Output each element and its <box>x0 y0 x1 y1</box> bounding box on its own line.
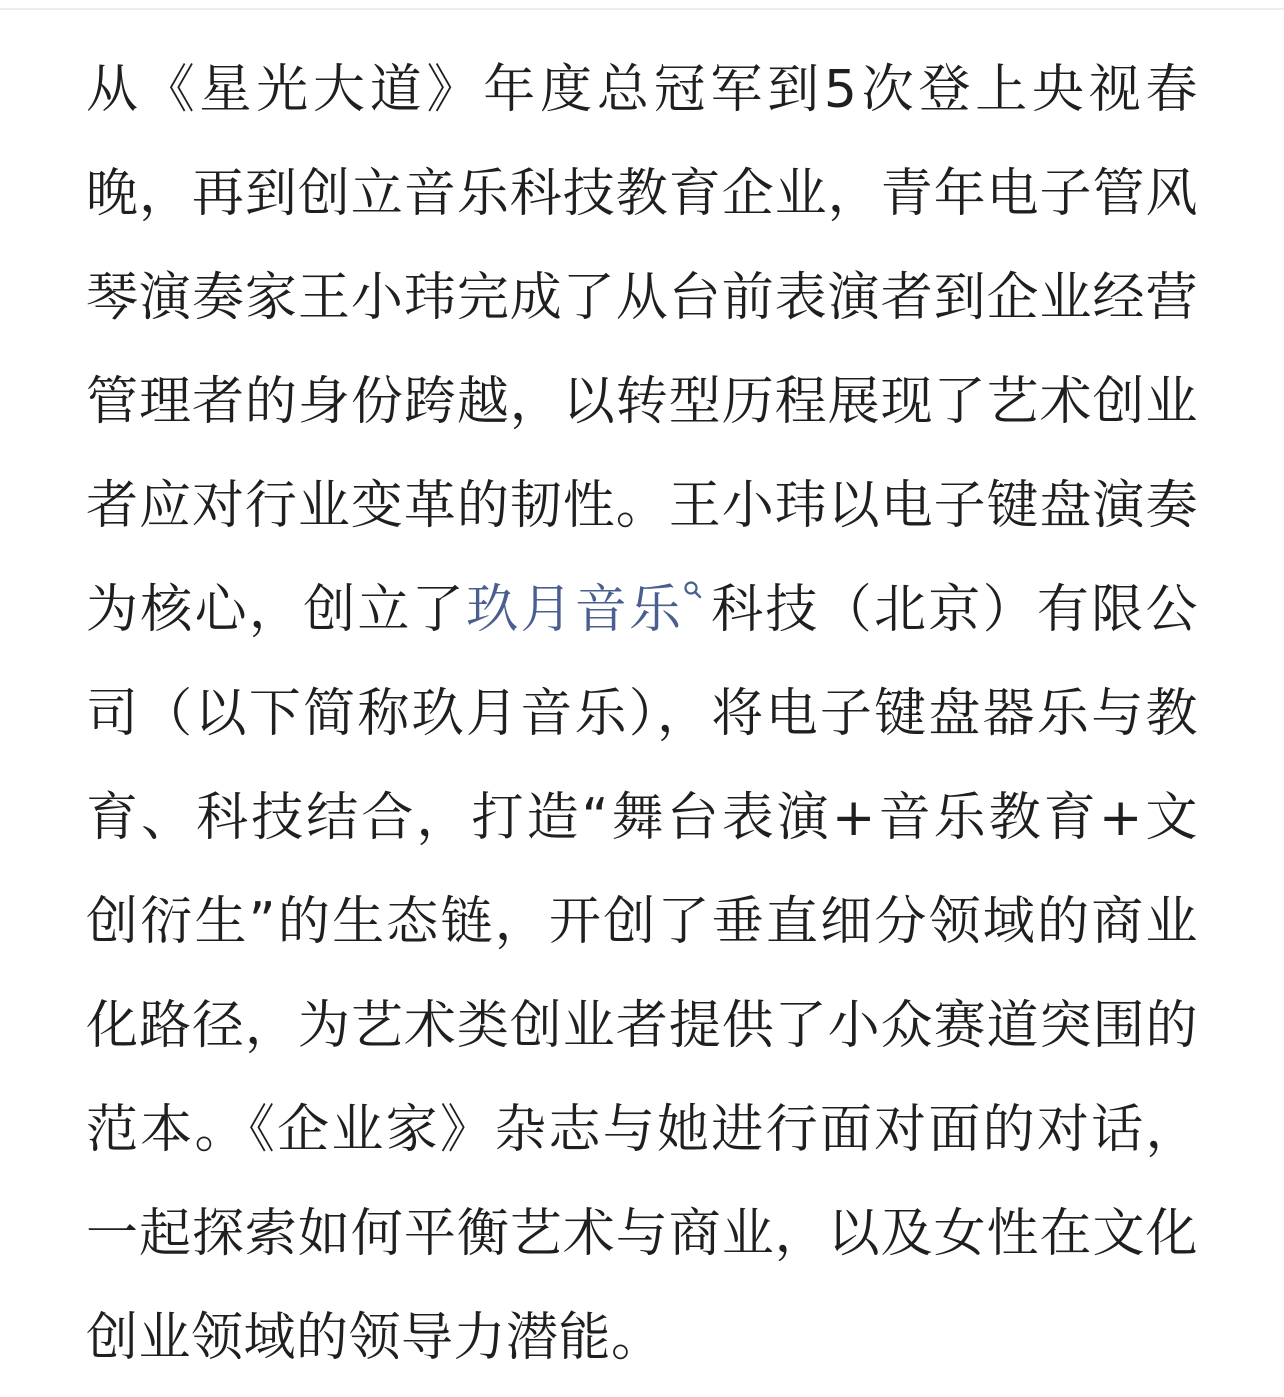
entity-link-text: 玖月音乐 <box>466 580 684 640</box>
top-divider <box>0 8 1284 10</box>
article-text-before-link: 从《星光大道》年度总冠军到5次登上央视春晚，再到创立音乐科技教育企业，青年电子管风琴演奏家王小玮完成了从台前表演者到企业经营管理者的身份跨越，以转型历程展现了艺术创业者应对行业变革的韧性。王小玮以电子键盘演奏为核心，创立了 <box>86 60 1198 640</box>
entity-search-link[interactable] <box>466 580 709 640</box>
article-text-after-link: 科技（北京）有限公司（以下简称玖月音乐），将电子键盘器乐与教育、科技结合，打造“舞台表演+音乐教育+文创衍生”的生态链，开创了垂直细分领域的商业化路径，为艺术类创业者提供了小众赛道突围的范本。《企业家》杂志与她进行面对面的对话，一起探索如何平衡艺术与商业，以及女性在文化创业领域的领导力潜能。 <box>86 580 1198 1368</box>
search-icon <box>683 558 705 610</box>
article-paragraph <box>86 38 1198 1390</box>
